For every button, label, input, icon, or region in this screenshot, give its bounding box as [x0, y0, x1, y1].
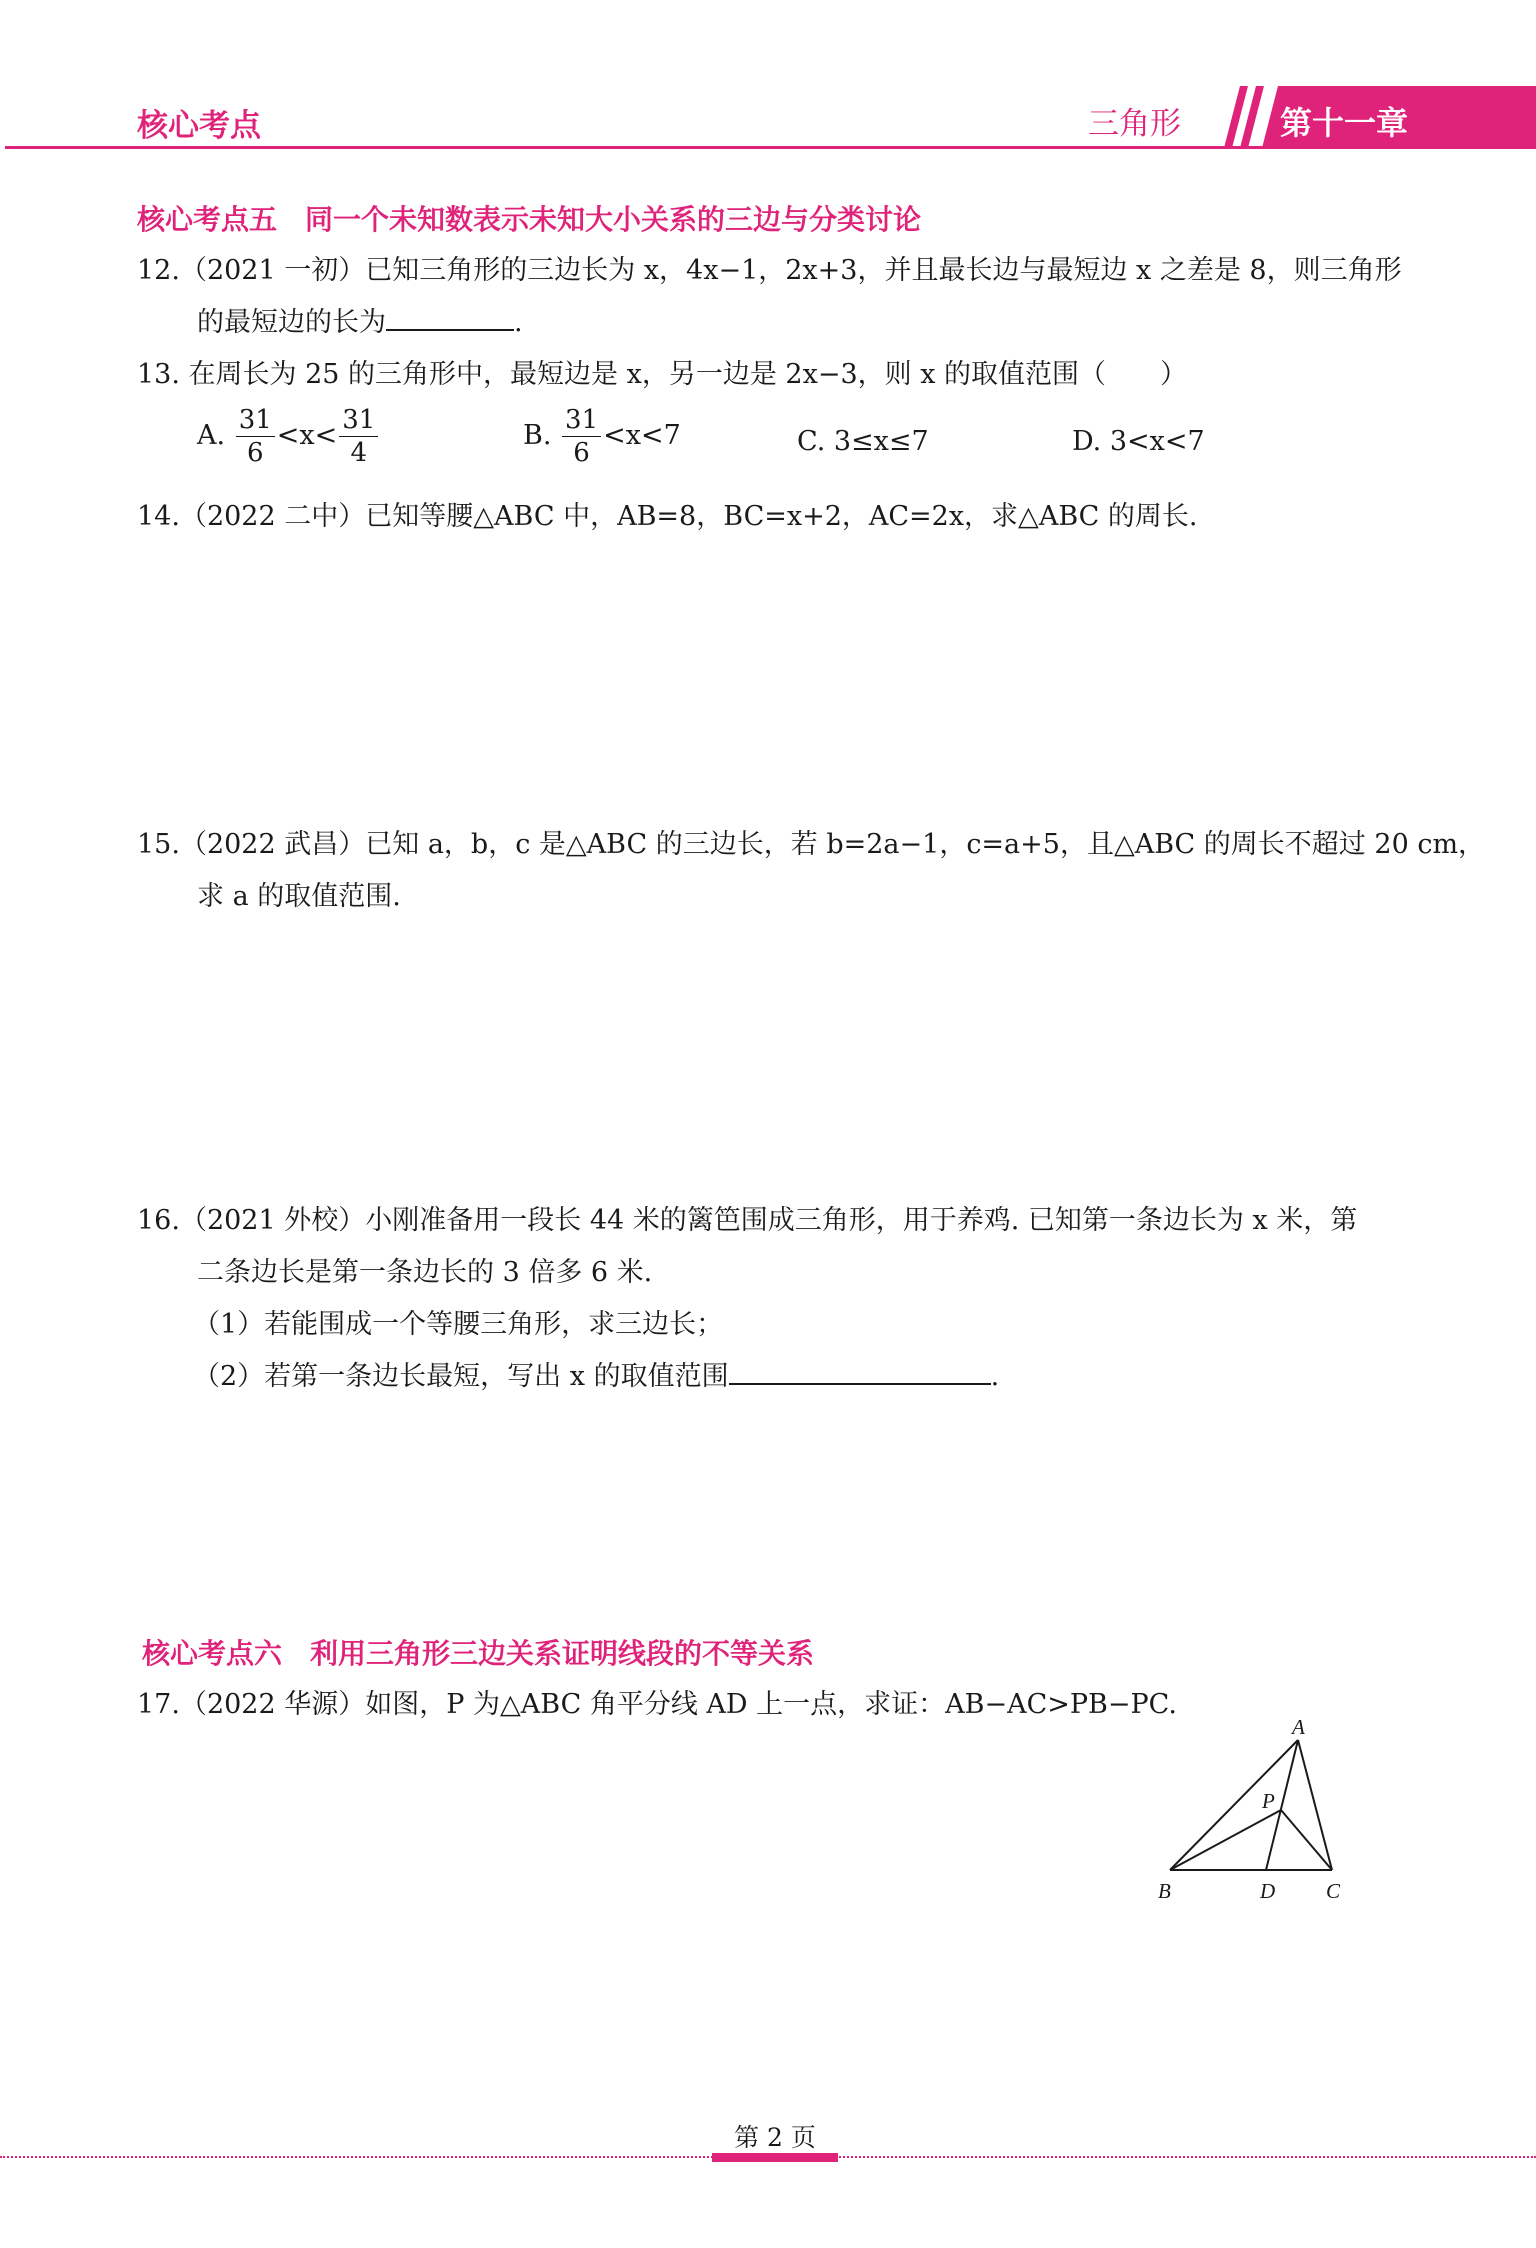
- fraction: [339, 404, 378, 469]
- header-subject: 三角形: [1088, 106, 1181, 142]
- q12-line2-text: 的最短边的长为: [197, 307, 386, 338]
- label-p: P: [1262, 1789, 1275, 1813]
- q16-part1: （1）若能围成一个等腰三角形，求三边长；: [193, 1309, 724, 1340]
- chapter-label: 第十一章: [1280, 104, 1409, 142]
- q16-line1: 16.（2021 外校）小刚准备用一段长 44 米的篱笆围成三角形，用于养鸡. 已知第一条边长为 x 米，第: [137, 1205, 1358, 1236]
- q16-part2: [193, 1354, 999, 1393]
- option-a-middle: <x<: [276, 420, 338, 451]
- q12-line2-end: .: [514, 307, 523, 338]
- q13-option-b[interactable]: [523, 404, 681, 469]
- q13-option-d[interactable]: D. 3<x<7: [1072, 426, 1205, 457]
- q15-line2: 求 a 的取值范围.: [197, 881, 401, 912]
- q12-line2: [197, 300, 523, 339]
- q16-part2-text: （2）若第一条边长最短，写出 x 的取值范围: [193, 1361, 729, 1392]
- q13-option-a[interactable]: [197, 404, 380, 469]
- fraction: [562, 404, 601, 469]
- section-five-title: 核心考点五 同一个未知数表示未知大小关系的三边与分类讨论: [137, 203, 922, 236]
- label-c: C: [1326, 1879, 1341, 1903]
- fraction: [236, 404, 275, 469]
- segment-ab: [1170, 1740, 1298, 1870]
- label-b: B: [1158, 1879, 1171, 1903]
- label-a: A: [1292, 1720, 1305, 1739]
- footer-accent-bar: [712, 2153, 838, 2162]
- q16-answer-blank[interactable]: [729, 1357, 991, 1385]
- header-rule: [5, 146, 1536, 149]
- fraction-denominator: 6: [246, 438, 264, 468]
- fraction-numerator: 31: [339, 404, 378, 437]
- fraction-numerator: 31: [236, 404, 275, 437]
- triangle-figure: [1140, 1720, 1380, 1910]
- option-b-label: B.: [523, 420, 552, 451]
- q14-line1: 14.（2022 二中）已知等腰△ABC 中，AB=8，BC=x+2，AC=2x，求△ABC 的周长.: [137, 501, 1198, 532]
- q15-line1: 15.（2022 武昌）已知 a，b，c 是△ABC 的三边长，若 b=2a−1，c=a+5，且△ABC 的周长不超过 20 cm，: [137, 829, 1486, 860]
- option-a-label: A.: [197, 420, 226, 451]
- segment-pb: [1170, 1810, 1281, 1870]
- fraction-denominator: 4: [350, 438, 368, 468]
- q12-answer-blank[interactable]: [386, 303, 514, 331]
- page-number: 第 2 页: [734, 2123, 816, 2152]
- option-b-tail: <x<7: [603, 420, 681, 451]
- q16-line2: 二条边长是第一条边长的 3 倍多 6 米.: [197, 1257, 653, 1288]
- fraction-denominator: 6: [573, 438, 590, 468]
- q13-option-c[interactable]: C. 3≤x≤7: [797, 426, 929, 457]
- label-d: D: [1260, 1879, 1276, 1903]
- q17-line1: 17.（2022 华源）如图，P 为△ABC 角平分线 AD 上一点，求证：AB−AC>PB−PC.: [137, 1689, 1177, 1720]
- section-six-title: 核心考点六 利用三角形三边关系证明线段的不等关系: [142, 1637, 815, 1670]
- q16-part2-end: .: [990, 1361, 1000, 1392]
- q12-line1: 12.（2021 一初）已知三角形的三边长为 x，4x−1，2x+3，并且最长边与最短边 x 之差是 8，则三角形: [137, 255, 1402, 286]
- header-title: 核心考点: [137, 108, 261, 144]
- q13-line1: 13. 在周长为 25 的三角形中，最短边是 x，另一边是 2x−3，则 x 的取值范围（ ）: [137, 359, 1188, 390]
- q13-options: [197, 404, 1397, 484]
- fraction-numerator: 31: [562, 404, 601, 437]
